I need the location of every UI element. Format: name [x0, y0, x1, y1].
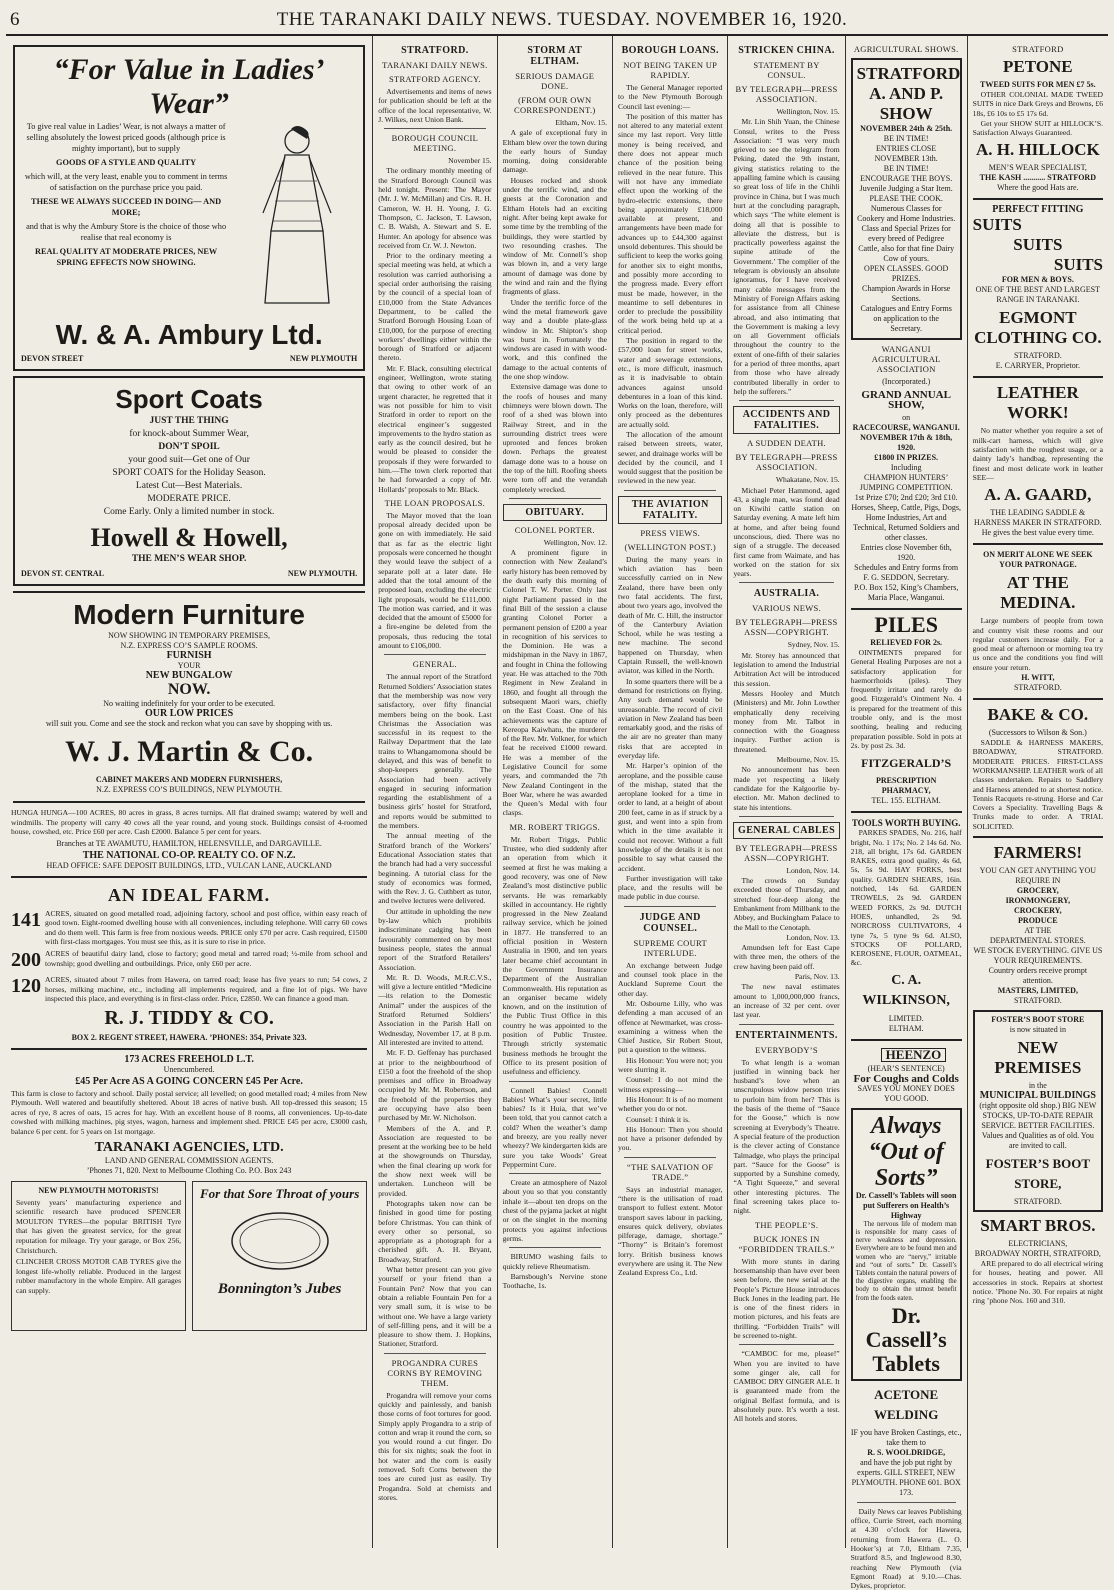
- martin-line: FURNISH: [166, 650, 212, 661]
- egmont-proprietor: E. CARRYER, Proprietor.: [995, 361, 1080, 371]
- egmont-clothing: EGMONT CLOTHING CO.: [974, 308, 1102, 348]
- subheading: (WELLINGTON POST.): [624, 541, 716, 552]
- paragraph: Mr. Robert Triggs, Public Trustee, who died suddenly after an operation from which it seemed at first he was making a good recovery, was one of New Zealand’s most distinctive public servants. He was remarkably skilled in accountancy. He rightly progressed in the New Zealand railway service, which he joined in 1877. He transferred to an official position in Western Australia in 1900, and ten years later became chief accountant in the Government Insurance Department of the Australian Commonwealth. His reputation as an organiser became widely known, and on the institution of the Public Trust Office in this country he was appointed to the position of Public Trustee. Through strictly systematic business methods he brought the Office to its present position of usefulness and efficiency.: [502, 834, 607, 1077]
- paragraph: Under the terrific force of the wind the metal framework gave way and a double plate-glass window in Mr. Shipton’s shop was burst in. Fortunately the windows are cased in with wood-work, and this confined the damage to the actual contents of the one shop window.: [502, 297, 607, 382]
- national-realty-address: HEAD OFFICE: SAFE DEPOSIT BUILDINGS, LTD., VULCAN LANE, AUCKLAND: [46, 860, 332, 870]
- show-line: NOVEMBER 24th & 25th.: [860, 124, 953, 133]
- martin-line: NOW.: [167, 681, 211, 698]
- leather-headline: LEATHER WORK!: [996, 383, 1079, 423]
- subheading: STATEMENT BY CONSUL.: [753, 60, 820, 80]
- paragraph: With more stunts in daring horsemanship than have ever been seen before, the new serial at the People’s Picture House introduces Buck Jones in the leading part. He is one of the finest riders in motion pictures, and his feats are thrilling. “Forbidden Trails” will be screened to-night.: [733, 1256, 840, 1340]
- paragraph: The crowds on Sunday exceeded those of Thursday, and stretched four-deep along the Embankment from Millbank to the Abbey, and Buckingham Palace to the Mall to the Cenotaph.: [733, 876, 840, 932]
- petone-headline: PETONE: [1003, 57, 1073, 76]
- shows-ads-column: [846, 36, 968, 1590]
- paragraph: Connell Babies! Connell Babies! What’s your secret, little babies? Is it Huia, that we’ve been told, that you cannot catch a cold? When the weather’s damp and breezy, are you really never wheezy? We kindergarten kids are sure you take Woods’ Great Peppermint Cure.: [502, 1085, 607, 1169]
- leather-text: No matter whether you require a set of milk-cart harness, which will give satisfaction with the roughest usage, or a dainty lady’s handbag, representing the finest and most delicate work in leather SEE—: [972, 426, 1103, 482]
- ambury-line: and that is why the Ambury Store is the choice of those who realise that real economy is: [26, 222, 227, 242]
- page-number: 6: [10, 9, 20, 30]
- martin-line: will suit you. Come and see the stock and reckon what you can save by shopping with us.: [45, 719, 333, 728]
- section-heading: ENTERTAINMENTS.: [735, 1029, 838, 1041]
- stratford-ads-column: [968, 36, 1108, 1548]
- freehold-sub: Unencumbered.: [163, 1064, 215, 1074]
- subheading: BUCK JONES IN “FORBIDDEN TRAILS.”: [738, 1233, 835, 1254]
- lot-description: ACRES of beautiful dairy land, close to factory; good metal and tarred road; ½-mile from school and township; good dwelling and outbuildings. Price, only £60 per acre.: [45, 949, 368, 968]
- paragraph: Members of the A. and P. Association are requested to be present at the working bee to be held at the showgrounds on Thursday, when the final clearing up work for the show next week will be undertaken. Luncheon will be provided.: [378, 1123, 492, 1198]
- article-heading: PROGANDRA CURES CORNS BY REMOVING THEM.: [387, 1357, 483, 1388]
- lot-acres: 120: [11, 975, 41, 998]
- farmers-line: IRONMONGERY,: [1005, 896, 1071, 906]
- paragraph: Mr. R. D. Woods, M.R.C.V.S., will give a lecture entitled “Medicine—its relation to the Domestic Animal” under the auspices of the Stratford Returned Soldiers’ Association in the Parish Hall on Wednesday, November 17, at 8 p.m. All interested are invited to attend.: [378, 972, 492, 1047]
- paragraph: Prior to the ordinary meeting a special meeting was held, at which a resolution was carried authorising a special order authorising the raising by the council of a special loan of £10,000 from the State Advances Department, to be called the Stratford Borough Housing Loan of £10,000, for the purpose of erecting workers’ dwellings either within the borough of Stratford or adjacent thereto.: [378, 251, 492, 363]
- paragraph: The Mayor moved that the loan proposal already decided upon be gone on with immediately. He said that as far as the electric light proposals were concerned he thought they would leave the subject of a separate poll at a later date. He added that the total amount of the proposed loan, excluding the electric light proposals, would be £111,000. The motion was carried, and it was decided that the amount of £5000 for a fire-engine be deleted from the proposals, thus reducing the total amount to £106,000.: [378, 510, 492, 651]
- article-heading: GENERAL.: [412, 659, 457, 670]
- farmers-headline: FARMERS!: [993, 843, 1083, 863]
- section-heading: AUSTRALIA.: [753, 588, 820, 600]
- national-realty: THE NATIONAL CO-OP. REALTY CO. OF N.Z.: [82, 849, 296, 861]
- petone-text: OTHER COLONIAL MADE TWEED SUITS in nice Dark Greys and Browns, £6 18s, £6 10s to £5 17s 6d.: [972, 90, 1104, 118]
- borough-loans-column: [613, 36, 728, 1548]
- paragraph: The General Manager reported to the New Plymouth Borough Council last evening:—: [618, 83, 723, 111]
- wanganui-heading: WANGANUI AGRICULTURAL ASSOCIATION: [871, 344, 941, 374]
- petone-text: Get your SHOW SUIT at HILLOCK’S. Satisfaction Always Guaranteed.: [972, 118, 1103, 138]
- wanganui-line: Including: [890, 463, 922, 472]
- paragraph: Says an industrial manager, “there is the utilisation of road transport to fullest extent. Motor transport saves labour in packing, ensures quick delivery, obviates pilferage, damage, shortage.” “Thorny” is Britain’s foremost lorry. British business knows everywhere are using it. The New Zealand Express Co., Ltd.: [618, 1184, 723, 1278]
- show-line: ENCOURAGE THE BOYS.: [860, 174, 953, 183]
- hillock-name: A. H. HILLOCK: [975, 140, 1100, 160]
- article-heading: THE LOAN PROPOSALS.: [384, 497, 486, 508]
- tyre-headline: NEW PLYMOUTH MOTORISTS!: [38, 1185, 159, 1195]
- fitzgerald-sub: PRESCRIPTION PHARMACY,: [875, 776, 937, 796]
- ideal-farm-headline: AN IDEAL FARM.: [108, 884, 271, 905]
- smart-bros-text: ARE prepared to do all electrical wiring for houses, heating and power. All accessories in stock. Repairs at shortest notice. ’Phone No. 30. For repairs at night ring ’phone Nos. 160 and 310.: [972, 1259, 1103, 1306]
- foster-line: in the: [1028, 1081, 1047, 1091]
- subheading: STRATFORD AGENCY.: [388, 74, 481, 84]
- paragraph: Michael Peter Hammond, aged 43, a single man, was found dead on Kiwihi cattle station on Saturday evening. A mate left him at home, and after being found unconscious, died. There was no sign of a struggle. The deceased first came from Waimate, and has worked on the station for six years.: [733, 485, 840, 579]
- wanganui-line: Schedules and Entry forms from F. G. SEDDON, Secretary.: [854, 563, 959, 582]
- paragraph: Melbourne, Nov. 15.: [776, 755, 840, 765]
- witt-name: H. WITT,: [1021, 673, 1055, 683]
- paragraph: Mr. Storey has announced that legislation to amend the Industrial Arbitration Act will be introduced this session.: [733, 650, 840, 688]
- paragraph: Houses rocked and shook under the terrific wind, and the guests at the Coronation and Eltham Hotels had an exciting night. After being kept awake for some time by the trembling of the buildings, they were startled by two resounding crashes. The window of Mr. Connell’s shop was blown in, and a very large amount of damage was done by the wind and rain and the flying fragments of glass.: [502, 175, 607, 297]
- wanganui-line: RACECOURSE, WANGANUI.: [852, 423, 960, 432]
- subheading: COLONEL PORTER.: [514, 524, 595, 535]
- wanganui-line: CHAMPION HUNTERS’ JUMPING COMPETITION.: [859, 473, 953, 492]
- ambury-company: W. & A. Ambury Ltd.: [55, 319, 323, 350]
- petone-line: TWEED SUITS FOR MEN £7 5s.: [980, 80, 1096, 89]
- paragraph: Mr. Harper’s opinion of the aeroplane, and the possible cause of the mishap, stated that the aeroplane looked for a time in order to land, at a height of about 200 feet, came in as if struck by a gust, and went into a spin from which in the time available it could not recover. Without a full knowledge of the details it is not possible to say what caused the accident.: [618, 761, 723, 873]
- foster-name: FOSTER’S BOOT STORE,: [985, 1156, 1091, 1192]
- section-heading: GENERAL CABLES: [733, 822, 839, 839]
- section-heading: JUDGE AND COUNSEL.: [639, 911, 701, 934]
- ambury-headline: “For Value in Ladies’ Wear”: [53, 53, 325, 120]
- heenzo-title: For Coughs and Colds: [853, 1072, 959, 1085]
- wilkinson-town: ELTHAM.: [888, 1023, 924, 1033]
- merit-line: ON MERIT ALONE WE SEEK YOUR PATRONAGE.: [983, 550, 1093, 570]
- jubes-ad: [192, 1181, 367, 1331]
- suits-word: SUITS: [1013, 235, 1063, 255]
- fitzgerald-address: TEL. 155. ELTHAM.: [871, 796, 941, 806]
- paragraph: The annual report of the Stratford Returned Soldiers’ Association states that the membership was now very satisfactory, over fifty financial members being on the book. Last Christmas the Association was successful in its request to the Railway Department that the late trains to Whangamomona should be delayed, and this was of benefit to shop-keepers generally. The Association had been actively engaged in securing information regarding the establishment of a business girls’ hostel for Stratford, and reports would be submitted to the members.: [378, 672, 492, 831]
- paragraph: His Honour: Then you should not have a prisoner defended by you.: [618, 1124, 723, 1153]
- paragraph: London, Nov. 13.: [786, 932, 840, 942]
- ambury-line: GOODS OF A STYLE AND QUALITY: [56, 158, 197, 167]
- hillock-address: THE KASH ........... STRATFORD: [979, 173, 1096, 183]
- paragraph: November 15.: [448, 156, 492, 166]
- acetone-name: R. S. WOOLDRIDGE,: [867, 1447, 946, 1457]
- howell-tagline: THE MEN’S WEAR SHOP.: [131, 554, 247, 564]
- foster-text: (right opposite old shop.) BIG NEW STOCKS, UP-TO-DATE REPAIR SERVICE. BETTER FACILITIES. Values and Qualities as of old. You are invited to call.: [979, 1101, 1097, 1151]
- article-heading: BOROUGH COUNCIL MEETING.: [391, 133, 479, 154]
- show-line: PLEASE THE COOK.: [869, 194, 943, 203]
- wilkinson-name: C. A. WILKINSON,: [862, 972, 950, 1008]
- show-line: BE IN TIME!: [883, 134, 929, 143]
- lot-acres: 141: [11, 908, 41, 931]
- subheading: SERIOUS DAMAGE DONE.: [515, 71, 595, 91]
- article-heading: MR. ROBERT TRIGGS.: [509, 821, 601, 832]
- howell-line: JUST THE THING: [149, 416, 229, 426]
- farm-lot: [11, 949, 367, 972]
- paragraph: The new naval estimates amount to 1,000,000,000 francs, an increase of 32 per cent. over last year.: [733, 982, 840, 1020]
- paragraph: In some quarters there will be a demand for restrictions on flying. Any such demand would be unreasonable. The record of civil aviation in New Zealand has been remarkably good, and the risks of the air are no greater than many risks that are accepted in everyday life.: [618, 676, 723, 760]
- agency-note: Advertisements and items of news for publication should be left at the office of the local representative, W. J. Wilkes, next Union Bank.: [378, 87, 492, 124]
- section-heading: BOROUGH LOANS.: [621, 45, 719, 56]
- show-line: Juvenile Judging a Star Item.: [859, 184, 953, 193]
- taranaki-agencies: TARANAKI AGENCIES, LTD.: [94, 1139, 284, 1155]
- hunga-listing: HUNGA HUNGA—100 ACRES, 80 acres in grass, 8 acres turnips. All flat drained swamp; watered by well and windmills. The property will carry 40 cows all the year round, and young stock. Buildings consist of 4-roomed house, cowshed, etc. Price £60 per acre. Cash £2000. Balance 5 per cent for years.: [11, 808, 368, 837]
- howell-street: DEVON ST. CENTRAL: [21, 569, 105, 578]
- paragraph: To what length is a woman justified in winning back her husband’s love when an unscrupulous widow person tries to purloin him from her? This is the basis of the theme of “Sauce for the Goose,” which is now screening at Everybody’s Theatre. A special feature of the production is the clever acting of Constance Talmadge, who plays the principal part. “Sauce for the Goose” is supported by a Sunshine comedy, “A Tight Squeeze,” and several other interesting pictures. The final screening takes place to-night.: [733, 1057, 840, 1216]
- howell-line: MODERATE PRICE.: [147, 494, 231, 504]
- ambury-line: To give real value in Ladies’ Wear, is not always a matter of selling absolutely the lowest priced goods (although price is mighty important), but to supply: [26, 122, 226, 153]
- wanganui-line: 1st Prize £70; 2nd £20; 3rd £10.: [854, 493, 958, 502]
- foster-line: is now situated in: [1009, 1025, 1066, 1035]
- martin-address: N.Z. EXPRESS CO’S BUILDINGS, NEW PLYMOUTH.: [96, 785, 283, 794]
- foster-ad: [973, 1010, 1103, 1212]
- taranaki-agencies-sub: LAND AND GENERAL COMMISSION AGENTS.: [104, 1155, 274, 1165]
- wanganui-sub: (Incorporated.): [882, 377, 931, 386]
- foster-premises: NEW PREMISES: [994, 1038, 1082, 1078]
- heenzo-logo: HEENZO: [881, 1048, 947, 1062]
- paragraph: Paris, Nov. 13.: [794, 972, 840, 982]
- ambury-town: NEW PLYMOUTH: [289, 354, 358, 363]
- newspaper-title: THE TARANAKI DAILY NEWS. TUESDAY. NOVEMBER 16, 1920.: [276, 9, 848, 30]
- smart-bros-sub: ELECTRICIANS,: [1008, 1239, 1068, 1249]
- foster-town: STRATFORD.: [1013, 1197, 1062, 1207]
- freehold-price: £45 Per Acre AS A GOING CONCERN £45 Per Acre.: [75, 1075, 303, 1087]
- section-heading: STRICKEN CHINA.: [738, 45, 835, 56]
- jubes-headline: For that Sore Throat of yours: [199, 1185, 360, 1201]
- howell-company: Howell & Howell,: [90, 523, 288, 552]
- subheading: BY TELEGRAPH—PRESS ASSOCIATION.: [735, 84, 838, 104]
- paragraph: His Honour: You were not; you were slurring it.: [618, 1055, 723, 1075]
- paragraph: Wellington, Nov. 12.: [543, 537, 607, 547]
- subheading: BY TELEGRAPH—PRESS ASSN—COPYRIGHT.: [735, 617, 838, 638]
- martin-line: YOUR: [177, 661, 201, 670]
- wilkinson-sub: LIMITED.: [888, 1013, 924, 1023]
- cassell-brand: Dr. Cassell’s Tablets: [865, 1302, 947, 1376]
- taranaki-agencies-address: ’Phones 71, 820. Next to Melbourne Clothing Co. P.O. Box 243: [86, 1165, 292, 1175]
- paragraph: Eltham, Nov. 15.: [555, 118, 607, 127]
- show-line: Champion Awards in Horse Sections.: [861, 284, 951, 303]
- suits-word: SUITS: [972, 215, 1022, 235]
- paragraph: During the many years in which aviation has been successfully carried on in New Zealand, there have been only two fatal accidents. The first, about two years ago, involved the death of Mr. C. Hill, the instructor of the Canterbury Aviation School, while he was testing a new machine. The second happened on Thursday, when Captain Russell, the well-known aviator, was killed in the North.: [618, 554, 723, 676]
- section-heading: STORM AT ELTHAM.: [527, 45, 583, 67]
- paragraph: Counsel: I think it is.: [626, 1114, 690, 1124]
- smart-bros-name: SMART BROS.: [980, 1216, 1096, 1236]
- freehold-description: This farm is close to factory and school. Daily postal service; all levelled; on good metalled road; 4 miles from New Plymouth. Well watered and beautifully sheltered. About 18 acres of native bush. All top-dressed this season; 15 acres of rye, 8 acres of oats, 15 acres for hay. With an excellent house of 8 rooms, all conveniences. Up-to-date cowshed with milking machines, pig styes, wagon, harness and implement shed. PRICE £45 per acre, £3000 cash, balance 6 per cent. for 5 years on 1st mortgage.: [11, 1088, 368, 1136]
- acetone-headline: ACETONE WELDING: [874, 1386, 939, 1422]
- subheading: (FROM OUR OWN CORRESPONDENT.): [514, 95, 596, 115]
- tools-headline: TOOLS WORTH BUYING.: [851, 818, 961, 829]
- paragraph: Amundsen left for East Cape with three men, the others of the crew having been paid off.: [733, 943, 840, 971]
- howell-line: your good suit—Get one of Our: [128, 455, 250, 465]
- tyre-text: Seventy years’ manufacturing experience and scientific research have produced SPENCER MOULTON TYRES—the popular BRITISH Tyre that has given the greatest service, for the great reputation for mileage. Try your garage, or Box 256, Christchurch.: [16, 1197, 182, 1255]
- farmers-line: Country orders receive prompt attention.: [988, 966, 1088, 986]
- acetone-address: and have the job put right by experts. GILL STREET, NEW PLYMOUTH. PHONE 601. BOX 173.: [851, 1457, 961, 1497]
- stratford-news-column: [373, 36, 497, 1548]
- acetone-line: IF you have Broken Castings, etc., take them to: [850, 1427, 962, 1447]
- medina-text: Large numbers of people from town and country visit these rooms and our regular customers increase daily. For a good meal or afternoon or morning tea try us once and the conditions you find will ensure your return.: [972, 616, 1103, 672]
- paragraph: The ordinary monthly meeting of the Stratford Borough Council was held tonight. Present: The Mayor (Mr. J. W. McMillan) and Crs. R. H. Cameron, W. H. H. Young, J. G. Thompson, C. Jackson, T. Lawson, C. B. Walsh, A. Stewart and S. E. Hunter. An apology for absence was received from Cr. W. J. Newton.: [378, 166, 492, 250]
- tiddy-address: BOX 2. REGENT STREET, HAWERA. ’PHONES: 354, Private 323.: [71, 1032, 307, 1042]
- bake-text: SADDLE & HARNESS MAKERS, BROADWAY, STRATFORD. MODERATE PRICES. FIRST-CLASS WORKMANSHIP. LEATHER work of all classes undertaken. Repairs to Saddlery and Harness attended to at shortest notice. Tennis Racquets re-strung. Horse and Car Covers a Speciality. Travelling Bags & Trunks made to order. A TRIAL SOLICITED.: [972, 738, 1103, 831]
- martin-line: OUR LOW PRICES: [145, 708, 234, 719]
- farmers-line: CROCKERY,: [1014, 906, 1062, 916]
- paragraph: Mr. F. Black, consulting electrical engineer, Wellington, wrote stating that owing to other work of an urgent character, he regretted that it was not possible for him to visit Stratford in order to report on the electrical engineer’s suggested improvements to the hydro station as early as the council desired, but he would be pleased to consider the proposals if they were forwarded to him.—The town clerk reported that he had forwarded a copy of Mr. Hollards’ proposals to Mr. Black.: [378, 363, 492, 494]
- range-text: ONE OF THE BEST AND LARGEST RANGE IN TARANAKI.: [975, 285, 1101, 305]
- paragraph: London, Nov. 14.: [786, 865, 840, 875]
- paragraph: His Honour: It is of no moment whether you do or not.: [618, 1094, 723, 1114]
- heenzo-line: SAVES YOU MONEY DOES YOU GOOD.: [857, 1083, 955, 1103]
- masters-name: MASTERS, LIMITED,: [997, 986, 1078, 996]
- wanganui-line: Horses, Sheep, Cattle, Pigs, Dogs, Home Industries, Art and Technical, Returned Soldiers and other classes.: [851, 503, 961, 542]
- farmers-line: WE STOCK EVERYTHING. GIVE US YOUR REQUIREMENTS.: [973, 946, 1103, 966]
- martin-line: No waiting indefinitely for your order to be executed.: [103, 699, 275, 708]
- farmers-line: PRODUCE: [1018, 916, 1058, 926]
- paragraph: The position in regard to the £57,000 loan for street works, water and sewerage extensions, etc., is more difficult, inasmuch as it is inadvisable to obtain advances against unsold debentures in a loan of this kind. Works on the loan, therefore, will only proceed as the debentures are actually sold.: [618, 336, 723, 429]
- cassell-text: The nervous life of modern man is responsible for many cases of nerve weakness and depression. Everywhere are to be found men and women who are “nervy,” irritable and “out of sorts.” Dr. Cassell’s Tablets contain the natural powers of the digestive organs, enabling the body to obtain the utmost benefit from the foods eaten.: [855, 1220, 957, 1302]
- cassell-ad: [851, 1108, 962, 1381]
- subheading: PRESS VIEWS.: [640, 527, 701, 538]
- paragraph: Mr. F. D. Geffenay has purchased at prior to the neighbourhood of £150 a foot the freehold of the shop premises and office in Broadway occupied by Mr. M. Robertson, and the freehold of the properties they are occupying have also been purchased by Mr. W. Nicholson.: [378, 1048, 492, 1123]
- paragraph: Further investigation will take place, and the results will be made public in due course.: [618, 873, 723, 902]
- martin-line: N.Z. EXPRESS CO’S SAMPLE ROOMS.: [120, 641, 258, 650]
- section-heading: STRATFORD.: [401, 45, 469, 56]
- howell-line: SPORT COATS for the Holiday Season.: [112, 468, 266, 478]
- stratford-show-ad: [851, 58, 962, 340]
- howell-line: DON’T SPOIL: [158, 442, 220, 452]
- freehold-headline: 173 ACRES FREEHOLD L.T.: [124, 1053, 254, 1065]
- martin-ad: [13, 591, 365, 803]
- foster-municipal: MUNICIPAL BUILDINGS: [979, 1090, 1096, 1102]
- subheading: SUPREME COURT INTERLUDE.: [633, 937, 707, 958]
- howell-line: Come Early. Only a limited number in stock.: [103, 507, 275, 517]
- tiddy-company: R. J. TIDDY & CO.: [104, 1006, 274, 1029]
- paragraph: Extensive damage was done to the roofs of houses and many chimneys were blown down. The roof of a shed was blown into Railway Street, and in the surrounding district trees were uprooted and fences broken down. Perhaps the greatest damage done was to a house on the top of the hill. Roofing sheets were torn off and the verandah completely wrecked.: [502, 382, 607, 494]
- paragraph: No announcement has been made yet respecting a likely candidate for the Kalgoorlie by-election. Mr. Mahon declined to state his intentions.: [733, 765, 840, 812]
- paragraph: Create an atmosphere of Nazol about you so that you constantly inhale it—about ten drops on the chest of the pyjama jacket at night or on the singlet in the morning protects you against infectious germs.: [502, 1178, 607, 1243]
- subheading: TARANAKI DAILY NEWS.: [382, 60, 488, 70]
- tyre-ad: [11, 1181, 186, 1331]
- furniture-headline: Modern Furniture: [73, 599, 305, 630]
- show-line: ENTRIES CLOSE NOVEMBER 13th.: [874, 144, 938, 163]
- subheading: VARIOUS NEWS.: [752, 603, 822, 614]
- paragraph: Photographs taken now can be finished in good time for posting before Christmas. You can think of every other so personal, so appropriate as a photograph for a cherished gift. A. H. Bryant, Broadway, Stratford.: [378, 1198, 492, 1264]
- wanganui-line: £1800 IN PRIZES.: [874, 453, 939, 462]
- smart-bros-address: BROADWAY NORTH, STRATFORD,: [974, 1249, 1101, 1259]
- paragraph: BIRUMO washing fails to quickly relieve Rheumatism.: [502, 1252, 607, 1271]
- section-heading: THE AVIATION FATALITY.: [618, 496, 722, 524]
- show-line: BE IN TIME!: [883, 164, 929, 173]
- howell-line: Latest Cut—Best Materials.: [135, 481, 243, 491]
- paragraph: An exchange between Judge and counsel took place in the Auckland Supreme Court the other day.: [618, 960, 723, 998]
- hunga-branches: Branches at TE AWAMUTU, HAMILTON, HELENSVILLE, and DARGAVILLE.: [56, 838, 322, 848]
- paragraph: A prominent figure in connection with New Zealand’s early history has been removed by the death early this morning of Colonel T. W. Porter. Only last night Parliament passed in the final Bill of the session a clause granting Colonel Porter a permanent pension of £200 a year in recognition of his services to the Dominion. He was a midshipman in the Navy in 1867, and fought in China the following year. He was attached to the 70th Regiment in New Zealand in 1860, and fought all through the subsequent Maori wars, chiefly on the East Coast. One of his achievements was the capture of Kereopa Kaiwhatu, the murderer of the Rev. Mr. Volkner, for which feat he received £1000 reward. He was a member of the Legislative Council for some years, and commanded the 7th New Zealand Contingent in the Boer War, where he was awarded the Queen’s Medal with four clasps.: [502, 548, 607, 818]
- gaard-line: He gives the best value every time.: [981, 528, 1094, 538]
- farmers-line: GROCERY,: [1016, 886, 1059, 896]
- lot-acres: 200: [11, 949, 41, 972]
- medina-headline: AT THE MEDINA.: [1000, 573, 1076, 613]
- show-line: Class and Special Prizes for every breed of Pedigree Cattle, also for that fine Dairy Cow of yours.: [858, 224, 955, 263]
- subheading: BY TELEGRAPH—PRESS ASSOCIATION.: [735, 452, 838, 473]
- paragraph: A gale of exceptional fury in Eltham blew over the town during the early hours of Sunday morning, doing considerable damage.: [502, 128, 607, 175]
- lot-description: ACRES, situated about 7 miles from Hawera, on tarred road; lease has five years to run; 54 cows, 2 horses, milking machine, etc., including all implements required, and a fine lot of pigs. We have inspected this place, and everything is in first-class order. Price, £2850. We can finance a good man.: [45, 975, 368, 1004]
- section-heading: ACCIDENTS AND FATALITIES.: [733, 406, 839, 434]
- subheading: NOT BEING TAKEN UP RAPIDLY.: [623, 60, 718, 80]
- subheading: THE PEOPLE’S.: [754, 1219, 819, 1230]
- farmers-line: AT THE: [1024, 926, 1052, 936]
- section-heading: OBITUARY.: [503, 504, 607, 521]
- gaard-name: A. A. GAARD,: [984, 485, 1092, 505]
- ambury-line: THESE WE ALWAYS SUCCEED IN DOING— AND MORE;: [31, 197, 222, 217]
- bake-name: BAKE & CO.: [987, 705, 1089, 725]
- cassell-line: Dr. Cassell’s Tablets will soon put Sufferers on Health’s Highway: [855, 1190, 957, 1220]
- martin-line: NOW SHOWING IN TEMPORARY PREMISES,: [108, 631, 271, 640]
- subheading: A SUDDEN DEATH.: [747, 438, 826, 449]
- paragraph: Sydney, Nov. 15.: [787, 640, 840, 650]
- perfect-fitting: PERFECT FITTING: [992, 204, 1084, 216]
- wanganui-line: P.O. Box 152, King’s Chambers, Maria Place, Wanganui.: [853, 583, 959, 602]
- hillock-note: Where the good Hats are.: [997, 183, 1079, 193]
- paragraph: Progandra will remove your corns quickly and painlessly, and banish those corns of foot tortures for good. Simply apply Progandra to a strip of cotton and wrap it round the corn, so you would round a cut finger. Do this for six nights; soak the foot in hot water and the corn is easily removed. Soft Corns between the toes are cured just as easily. Try Progandra. Sold at chemists and stores.: [378, 1390, 492, 1502]
- paragraph: Messrs Hooley and Mutch (Ministers) and Mr. John Lowther emphatically deny receiving money from Mr. Talbot in connection with the Goagness inquiry. Further action is threatened.: [733, 688, 840, 754]
- china-column: [728, 36, 845, 1548]
- paragraph: Wellington, Nov. 15.: [776, 107, 840, 116]
- subheading: BY TELEGRAPH—PRESS ASSN—COPYRIGHT.: [735, 842, 838, 863]
- paragraph: The allocation of the amount raised between streets, water, sewer, and drainage works will be decided by the council, and I would suggest that the position be reviewed in the new year.: [618, 429, 723, 486]
- paragraph: The position of this matter has not altered to any material extent since my last report. Very little money is being received, and there does not appear much chance of the position being relieved in the near future. This will not have any immediate effect upon the working of the hydro-electric extensions, there being approximately £18,000 available at present, and arrangements have been made for advances up to £44,300 against unsold debentures. This should be sufficient to keep the works going for another six to eight months, and possibly more according to the progress made. Every effort must be made, however, in the meantime to sell debentures in order to preclude the possibility of the work being held up at a critical period.: [618, 111, 723, 335]
- masthead: [6, 6, 1108, 36]
- paragraph: Mr. Osbourne Lilly, who was defending a man accused of an offence at Newmarket, was cross-examining a witness when the Chief Justice, Sir Robert Stout, put a question to the witness.: [618, 998, 723, 1055]
- piles-text: OINTMENTS prepared for General Healing Purposes are not a satisfactory application for haemorrhoids (piles). They frequently irritate and rarely do good. Fitzgerald’s Ointment No. 4 is prepared for the treatment of this trouble only, and is the most soothing, healing and reducing preparation possible. Sold in pots at 2s. by post 2s. 3d.: [850, 648, 962, 750]
- paragraph: Counsel: I do not mind the witness expressing—: [618, 1075, 723, 1094]
- martin-company: W. J. Martin & Co.: [65, 735, 314, 768]
- wanganui-line: NOVEMBER 17th & 18th, 1920.: [860, 433, 953, 452]
- cassell-headline: Always “Out of Sorts”: [868, 1112, 944, 1191]
- farm-lot: [11, 975, 367, 1003]
- piles-headline: PILES: [874, 612, 938, 637]
- tools-text: PARKES SPADES, No. 216, half bright, No. 1 17s; No. 2 14s 6d. No. 218, all bright, 17s 6d. GARDEN RAKES, extra good quality, 4s 6d, 5s, 5s 9d. HAY FORKS, best quality. GARDEN SHEARS, 16in. notched, 14s 6d. GARDEN TROWELS, 2s 9d. GARDEN WEED FORKS, 2s 9d. DUTCH HOES, unhandled, 2s 9d. NORCROSS CULTIVATORS, 4 tyne 7s, 5 tyne 9s 6d. ALSO, STOCKS OF POLLARD, KEROSENE, FLOUR, OATMEAL, &c.: [850, 828, 962, 968]
- paragraph: Whakatane, Nov. 15.: [775, 475, 840, 485]
- suits-sub: FOR MEN & BOYS.: [1001, 275, 1074, 285]
- martin-line: NEW BUNGALOW: [145, 670, 233, 681]
- show-line: OPEN CLASSES. GOOD PRIZES.: [864, 264, 949, 283]
- tyre-footer: CLINCHER CROSS MOTOR CAB TYRES give the longest life-wholly reliable. Produced in the largest rubber manufactory in the whole Empire. All garages can supply.: [16, 1257, 182, 1295]
- fitzgerald-name: FITZGERALD’S: [861, 756, 952, 771]
- masters-town: STRATFORD.: [1013, 996, 1062, 1006]
- farm-lot: [11, 909, 367, 947]
- wanganui-line: Entries close November 6th, 1920.: [860, 543, 952, 562]
- witt-town: STRATFORD.: [1013, 683, 1062, 693]
- lot-description: ACRES, situated on good metalled road, adjoining factory, school and post office, within easy reach of good town. Eight-roomed dwelling house with all conveniences, including telephone. Will carry 60 cows and do them well. This farm is free from noxious weeds. PRICE only £70 per acre. Cash required, £1500 with first-class mortgages. You must see this, as it is sure to rise in price.: [45, 908, 368, 946]
- howell-ad: [13, 376, 365, 586]
- gaard-sub: THE LEADING SADDLE & HARNESS MAKER IN STRATFORD.: [974, 508, 1102, 528]
- ambury-street: DEVON STREET: [21, 354, 84, 363]
- paragraph: Barnsbough’s Nervine stone Toothache, 1s.: [502, 1271, 607, 1291]
- farmers-line: YOU CAN GET ANYTHING YOU REQUIRE IN: [979, 866, 1097, 886]
- ambury-line: which will, at the very least, enable you to comment in terms of satisfaction on the purchase price you paid.: [24, 172, 228, 192]
- jubes-brand: Bonnington’s Jubes: [217, 1280, 342, 1297]
- heenzo-sub: (HEAR’S SENTENCE): [867, 1063, 945, 1073]
- paragraph: “CAMBOC for me, please!” When you are invited to have some ginger ale, call for CAMBOC DRY GINGER ALE. It is guaranteed made from the original Belfast formula, and is absolutely pure. It’s worth a test. All hotels and stores.: [733, 1349, 840, 1424]
- section-heading: STRATFORD: [1012, 44, 1064, 54]
- ambury-line: REAL QUALITY AT MODERATE PRICES, NEW SPRING EFFECTS NOW SHOWING.: [34, 247, 218, 267]
- section-heading: AGRICULTURAL SHOWS.: [853, 44, 959, 54]
- farmers-line: DEPARTMENTAL STORES.: [989, 936, 1086, 946]
- show-line: Catalogues and Entry Forms on application to the Secretary.: [860, 304, 952, 333]
- bake-sub: (Successors to Wilson & Son.): [988, 728, 1087, 738]
- show-title: STRATFORD A. AND P. SHOW: [856, 64, 961, 123]
- martin-tagline: CABINET MAKERS AND MODERN FURNISHERS,: [95, 775, 283, 784]
- ambury-ad: [13, 45, 365, 371]
- paragraph: Our attitude in upholding the new by-law which prohibits indiscriminate cadging has been favourably commented on by most business people, states the annual report of the Stratford Retailers’ Association.: [378, 906, 492, 972]
- wanganui-title: GRAND ANNUAL SHOW,: [861, 389, 951, 411]
- subheading: EVERYBODY’S: [755, 1044, 818, 1055]
- paragraph: The annual meeting of the Stratford branch of the Workers’ Educational Association states that the branch had had a very successful beginning. A tutorial class for the study of economics was formed, with the Rev. J. G. Cuthbert as tutor, and twelve lectures were delivered.: [378, 831, 492, 906]
- howell-town: NEW PLYMOUTH.: [287, 569, 358, 578]
- news-car-note: Daily News car leaves Publishing office, Currie Street, each morning at 4.30 o’clock for Hawera, returning from Hawera (L. O. Hooker’s) at 7.0, Eltham 7.35, Stratford 8.5, and Inglewood 8.30, reaching New Plymouth (via Egmont Road) at 9.10.—Chas. Dykes, proprietor.: [850, 1506, 962, 1590]
- lady-illustration: [237, 121, 357, 311]
- classified-ads-column: [6, 36, 373, 1548]
- show-line: Numerous Classes for Cookery and Home Industries.: [857, 204, 956, 223]
- wanganui-line: on: [902, 413, 911, 422]
- storm-column: [498, 36, 613, 1548]
- howell-line: for knock-about Summer Wear,: [129, 429, 249, 439]
- hillock-sub: MEN’S WEAR SPECIALIST,: [988, 163, 1087, 173]
- suits-word: SUITS: [1053, 255, 1103, 275]
- piles-sub: RELIEVED FOR 2s.: [870, 638, 943, 647]
- egmont-town: STRATFORD.: [1013, 351, 1062, 361]
- paragraph: What better present can you give yourself or your friend than a Fountain Pen? Now that you can obtain a reliable Fountain Pen for a very small sum, it is wise to be without one. We have a large variety of self-filling pens, and it will be a pleasure to show them. J. Hopkins, Stationer, Stratford.: [378, 1265, 492, 1349]
- sport-coats-headline: Sport Coats: [115, 384, 263, 414]
- jubes-tin-illustration: [225, 1206, 335, 1276]
- paragraph: Mr. Lin Shih Yuan, the Chinese Consul, writes to the Press Association: “I was very much grieved to see the telegram from Peking, dated the 9th instant, giving statistics relating to the appalling famine which is causing so great loss of life in the Chihli province in China, but I was much hurt at the concluding paragraph, which says ‘The white element is doing all that is possible to alleviate the distress, but is practically powerless against the supine attitude of the Government.’ The complier of the telegram is obviously an absolute ignoramus, for I have received many cable messages from the Ministry of Foreign Affairs asking for assistance from all Chinese abroad, and also intimating that the Government is making a levy on all Government officials throughout the country to the extent of one-fifth of their salaries for a period of three months, apart from those who have already contributed liberally in order to help the sufferers.”: [733, 117, 840, 396]
- foster-line: FOSTER’S BOOT STORE: [991, 1015, 1085, 1025]
- article-heading: “THE SALVATION OF TRADE.”: [627, 1161, 714, 1182]
